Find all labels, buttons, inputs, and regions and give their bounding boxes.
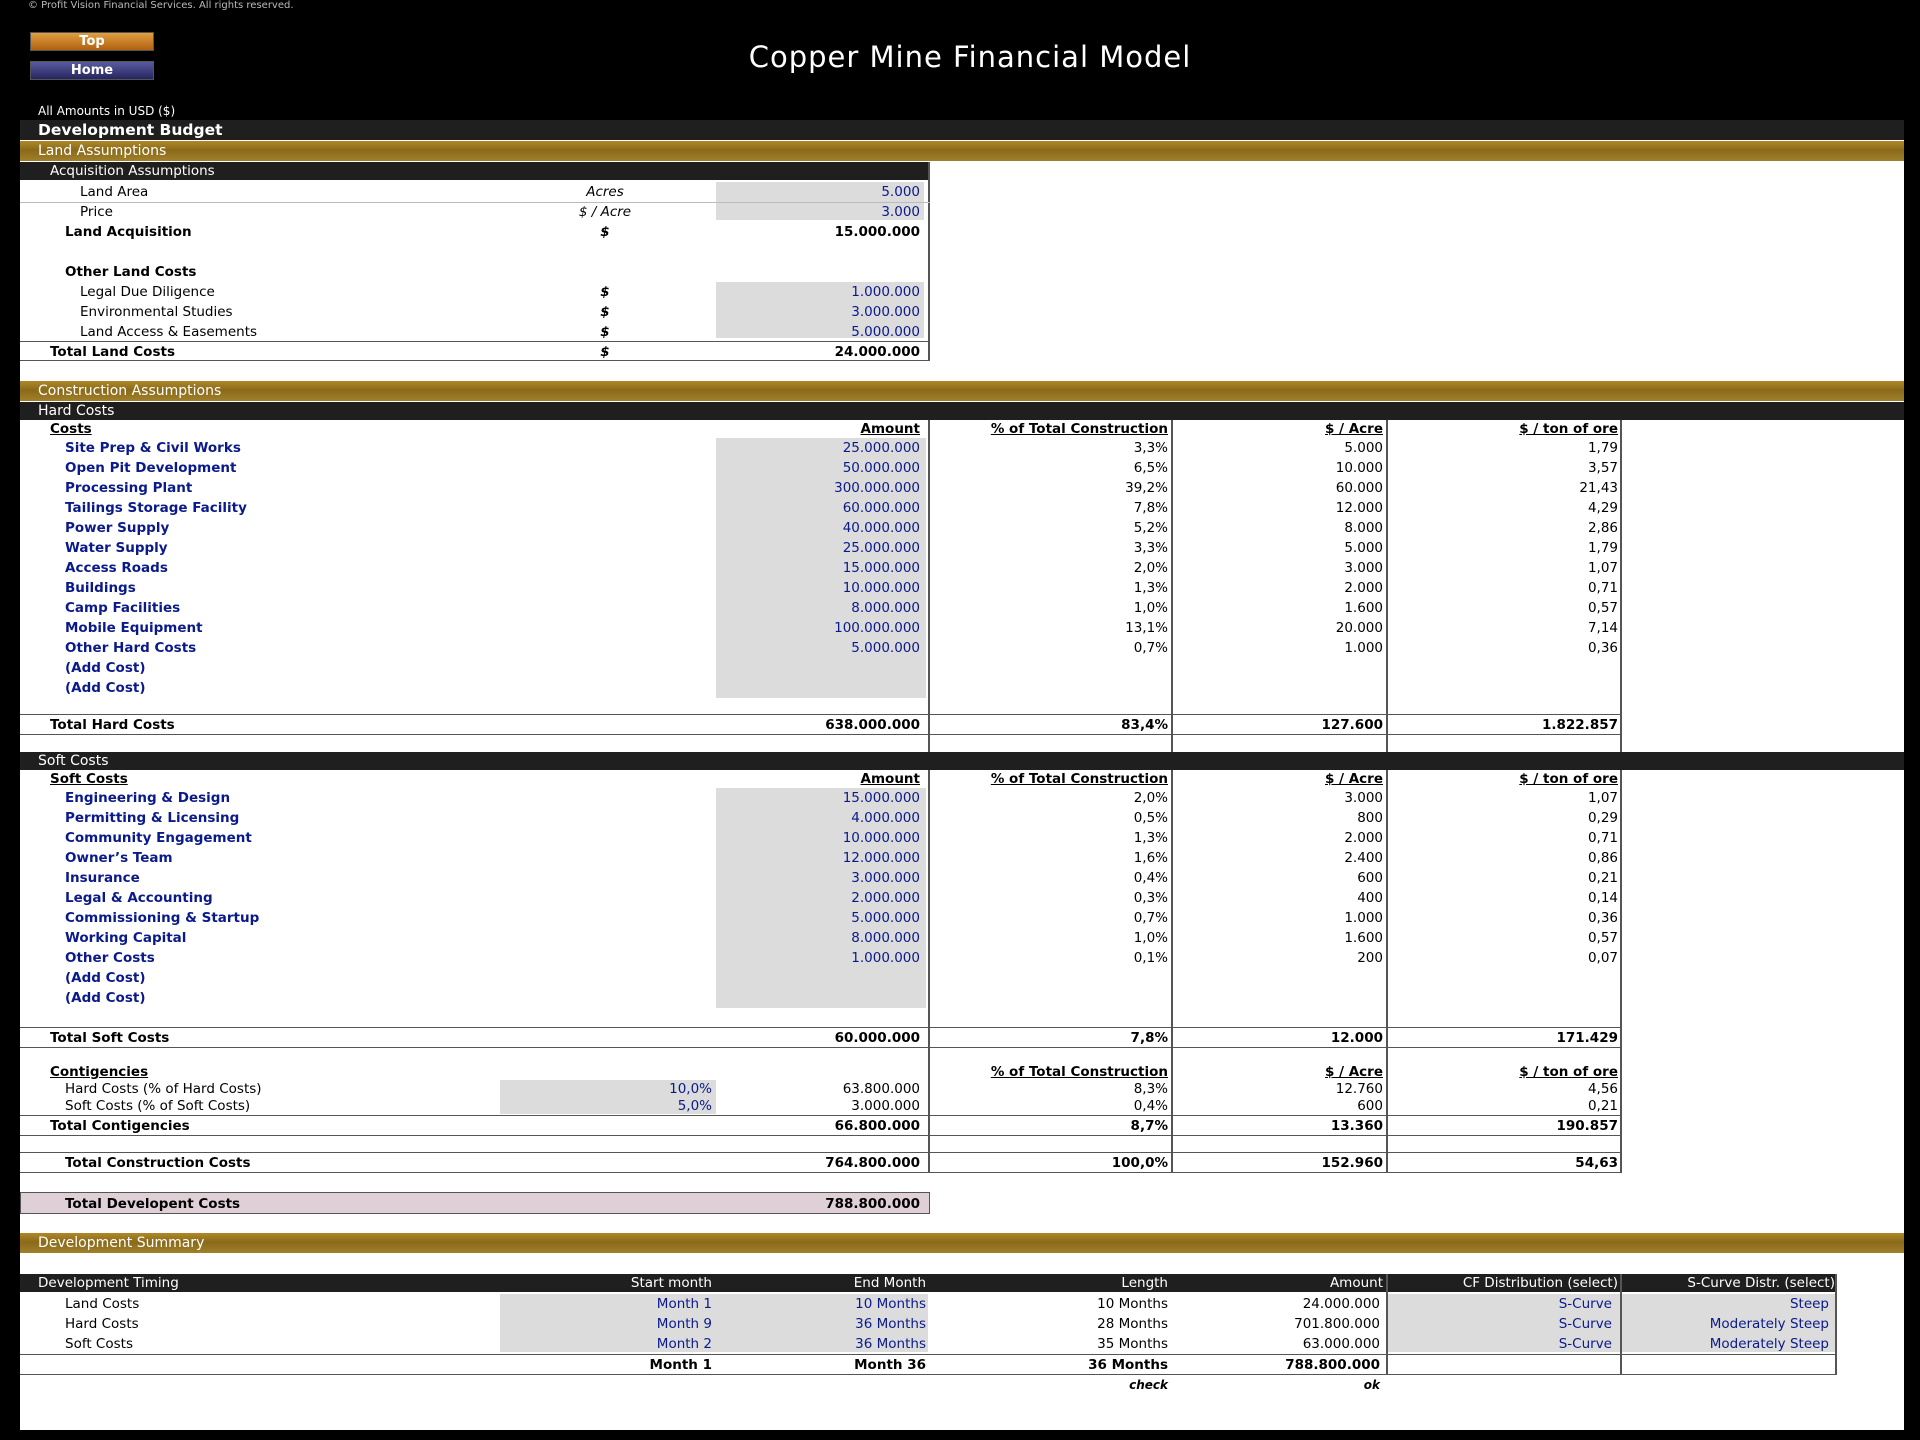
legal-due-diligence-label: Legal Due Diligence	[80, 284, 215, 300]
soft-contingency-rate-input[interactable]: 5,0%	[677, 1098, 712, 1114]
hard-cost-pct: 13,1%	[1125, 620, 1168, 636]
hard-cost-label: Other Hard Costs	[65, 640, 197, 656]
hard-cost-pct: 2,0%	[1133, 560, 1168, 576]
total-hard-costs-amount: 638.000.000	[825, 717, 920, 733]
soft-per-ton-column-header: $ / ton of ore	[1519, 771, 1618, 787]
land-area-unit: Acres	[586, 184, 624, 200]
soft-cost-label: Permitting & Licensing	[65, 810, 240, 826]
soft-cost-per-acre: 600	[1357, 870, 1383, 886]
hard-cost-per-ton: 7,14	[1587, 620, 1618, 636]
total-hard-costs-acre: 127.600	[1321, 717, 1383, 733]
hard-contingency-amount: 63.800.000	[842, 1081, 920, 1097]
s-curve-distribution-select[interactable]: Moderately Steep	[1709, 1316, 1829, 1332]
soft-costs-column-header: Soft Costs	[50, 771, 128, 787]
hard-contingency-pct: 8,3%	[1133, 1081, 1168, 1097]
soft-contingency-label: Soft Costs (% of Soft Costs)	[65, 1098, 251, 1114]
contingencies-header: Contigencies	[50, 1064, 149, 1080]
cf-distribution-select[interactable]: S-Curve	[1558, 1336, 1612, 1352]
hard-cost-pct: 5,2%	[1133, 520, 1168, 536]
amount-column-header: Amount	[860, 421, 920, 437]
soft-cost-amount-input[interactable]: 10.000.000	[842, 830, 920, 846]
total-contingencies-amount: 66.800.000	[834, 1118, 920, 1134]
hard-cost-per-acre: 20.000	[1335, 620, 1383, 636]
land-assumptions-header: Land Assumptions	[20, 141, 1904, 161]
total-construction-costs-acre: 152.960	[1321, 1155, 1383, 1171]
col-divider	[1386, 1274, 1388, 1374]
row-divider	[20, 1354, 1837, 1355]
land-acquisition-label: Land Acquisition	[65, 224, 192, 240]
soft-cost-pct: 0,4%	[1133, 870, 1168, 886]
hard-cost-pct: 0,7%	[1133, 640, 1168, 656]
row-divider	[20, 202, 930, 203]
soft-cost-label: (Add Cost)	[65, 990, 146, 1006]
row-divider	[20, 360, 930, 361]
hard-cost-amount-input[interactable]: 10.000.000	[842, 580, 920, 596]
soft-cost-label: Insurance	[65, 870, 140, 886]
col-divider	[1386, 420, 1388, 1172]
hard-cost-label: Tailings Storage Facility	[65, 500, 247, 516]
environmental-studies-label: Environmental Studies	[80, 304, 233, 320]
soft-cost-per-acre: 2.000	[1344, 830, 1383, 846]
top-button[interactable]: Top	[30, 32, 154, 51]
hard-cost-amount-input[interactable]: 8.000.000	[851, 600, 920, 616]
total-soft-costs-label: Total Soft Costs	[50, 1030, 170, 1046]
total-construction-costs-pct: 100,0%	[1111, 1155, 1168, 1171]
land-access-input[interactable]: 5.000.000	[851, 324, 920, 340]
hard-cost-pct: 1,3%	[1133, 580, 1168, 596]
hard-cost-pct: 39,2%	[1125, 480, 1168, 496]
timing-length: 35 Months	[1097, 1336, 1168, 1352]
soft-pct-column-header: % of Total Construction	[990, 771, 1168, 787]
soft-cost-label: Legal & Accounting	[65, 890, 213, 906]
soft-cost-per-ton: 0,57	[1587, 930, 1618, 946]
total-soft-costs-amount: 60.000.000	[834, 1030, 920, 1046]
hard-cost-per-ton: 21,43	[1579, 480, 1618, 496]
hard-contingency-ton: 4,56	[1587, 1081, 1618, 1097]
soft-cost-pct: 0,1%	[1133, 950, 1168, 966]
total-construction-costs-label: Total Construction Costs	[65, 1155, 251, 1171]
soft-cost-per-acre: 1.600	[1344, 930, 1383, 946]
hard-contingency-rate-input[interactable]: 10,0%	[669, 1081, 712, 1097]
soft-cost-per-ton: 0,86	[1587, 850, 1618, 866]
soft-amount-column-header: Amount	[860, 771, 920, 787]
check-label: check	[1129, 1378, 1168, 1392]
soft-cost-label: (Add Cost)	[65, 970, 146, 986]
total-hard-costs-pct: 83,4%	[1121, 717, 1168, 733]
hard-cost-per-acre: 8.000	[1344, 520, 1383, 536]
hard-cost-per-ton: 1,07	[1587, 560, 1618, 576]
soft-cost-per-acre: 800	[1357, 810, 1383, 826]
soft-contingency-pct: 0,4%	[1133, 1098, 1168, 1114]
price-label: Price	[80, 204, 113, 220]
hard-cost-per-acre: 5.000	[1344, 440, 1383, 456]
row-divider	[20, 1047, 1622, 1048]
total-land-costs-label: Total Land Costs	[50, 344, 175, 360]
page-title: Copper Mine Financial Model	[748, 40, 1192, 74]
hard-cost-pct: 7,8%	[1133, 500, 1168, 516]
hard-cost-amount-input[interactable]: 25.000.000	[842, 440, 920, 456]
hard-cost-amount-input[interactable]: 25.000.000	[842, 540, 920, 556]
hard-cost-pct: 3,3%	[1133, 540, 1168, 556]
land-acquisition-unit: $	[600, 224, 610, 240]
hard-contingency-acre: 12.760	[1335, 1081, 1383, 1097]
timing-end-input[interactable]: 10 Months	[855, 1296, 926, 1312]
acquisition-assumptions-header: Acquisition Assumptions	[20, 162, 930, 180]
costs-column-header: Costs	[50, 421, 92, 437]
timing-row-label: Hard Costs	[65, 1316, 139, 1332]
timing-row-label: Land Costs	[65, 1296, 140, 1312]
timing-end-input[interactable]: 36 Months	[855, 1336, 926, 1352]
total-construction-costs-ton: 54,63	[1575, 1155, 1618, 1171]
total-contingencies-ton: 190.857	[1556, 1118, 1618, 1134]
soft-per-acre-column-header: $ / Acre	[1325, 771, 1383, 787]
length-header: Length	[1121, 1275, 1168, 1291]
timing-start-input[interactable]: Month 9	[656, 1316, 712, 1332]
development-timing-header: Development Timing	[38, 1275, 179, 1291]
soft-cost-pct: 0,5%	[1133, 810, 1168, 826]
timing-total-amount: 788.800.000	[1285, 1357, 1380, 1373]
cf-distribution-select[interactable]: S-Curve	[1558, 1296, 1612, 1312]
land-area-label: Land Area	[80, 184, 149, 200]
row-divider	[20, 1152, 1622, 1153]
timing-total-start: Month 1	[649, 1357, 712, 1373]
soft-cost-amount-input[interactable]: 3.000.000	[851, 870, 920, 886]
timing-row-label: Soft Costs	[65, 1336, 133, 1352]
hard-cost-label: (Add Cost)	[65, 680, 146, 696]
hard-cost-amount-input[interactable]: 5.000.000	[851, 640, 920, 656]
hard-cost-per-acre: 3.000	[1344, 560, 1383, 576]
row-divider	[20, 1374, 1837, 1375]
soft-cost-per-acre: 3.000	[1344, 790, 1383, 806]
contingency-per-ton-column-header: $ / ton of ore	[1519, 1064, 1618, 1080]
land-access-label: Land Access & Easements	[80, 324, 258, 340]
col-divider	[1620, 420, 1622, 1172]
timing-end-input[interactable]: 36 Months	[855, 1316, 926, 1332]
contingency-pct-column-header: % of Total Construction	[990, 1064, 1168, 1080]
hard-cost-amount-input[interactable]: 100.000.000	[834, 620, 920, 636]
hard-cost-per-acre: 5.000	[1344, 540, 1383, 556]
other-land-costs-label: Other Land Costs	[65, 264, 197, 280]
hard-cost-per-acre: 2.000	[1344, 580, 1383, 596]
hard-cost-per-ton: 3,57	[1587, 460, 1618, 476]
hard-cost-per-ton: 4,29	[1587, 500, 1618, 516]
row-divider	[20, 1172, 1622, 1173]
timing-amount: 63.000.000	[1302, 1336, 1380, 1352]
soft-cost-amount-input[interactable]: 1.000.000	[851, 950, 920, 966]
price-input[interactable]: 3.000	[881, 204, 920, 220]
total-soft-costs-pct: 7,8%	[1130, 1030, 1168, 1046]
pct-column-header: % of Total Construction	[990, 421, 1168, 437]
check-value: ok	[1363, 1378, 1380, 1392]
total-construction-costs-amount: 764.800.000	[825, 1155, 920, 1171]
soft-cost-per-ton: 0,07	[1587, 950, 1618, 966]
per-acre-column-header: $ / Acre	[1325, 421, 1383, 437]
soft-cost-per-acre: 1.000	[1344, 910, 1383, 926]
col-divider	[1835, 1274, 1837, 1374]
soft-cost-amount-input[interactable]: 8.000.000	[851, 930, 920, 946]
soft-cost-pct: 1,0%	[1133, 930, 1168, 946]
hard-cost-per-ton: 0,71	[1587, 580, 1618, 596]
soft-cost-per-acre: 2.400	[1344, 850, 1383, 866]
hard-cost-label: Access Roads	[65, 560, 168, 576]
hard-cost-amount-input[interactable]: 40.000.000	[842, 520, 920, 536]
timing-length: 28 Months	[1097, 1316, 1168, 1332]
soft-cost-per-ton: 0,71	[1587, 830, 1618, 846]
currency-note: All Amounts in USD ($)	[38, 104, 176, 118]
hard-cost-pct: 6,5%	[1133, 460, 1168, 476]
home-button[interactable]: Home	[30, 61, 154, 80]
soft-cost-per-ton: 1,07	[1587, 790, 1618, 806]
hard-cost-per-acre: 1.600	[1344, 600, 1383, 616]
hard-cost-per-acre: 10.000	[1335, 460, 1383, 476]
hard-cost-per-ton: 0,57	[1587, 600, 1618, 616]
amount-header: Amount	[1329, 1275, 1383, 1291]
land-access-unit: $	[600, 324, 610, 340]
hard-cost-label: Power Supply	[65, 520, 170, 536]
hard-cost-label: Open Pit Development	[65, 460, 237, 476]
hard-cost-per-ton: 1,79	[1587, 540, 1618, 556]
end-month-header: End Month	[853, 1275, 926, 1291]
start-month-header: Start month	[630, 1275, 712, 1291]
land-border-right	[928, 162, 930, 360]
total-development-costs-label: Total Developent Costs	[65, 1196, 241, 1212]
land-acquisition-value: 15.000.000	[834, 224, 920, 240]
hard-cost-amount-input[interactable]: 60.000.000	[842, 500, 920, 516]
soft-costs-header: Soft Costs	[20, 752, 1904, 770]
s-curve-distribution-header: S-Curve Distr. (select)	[1687, 1275, 1835, 1291]
soft-cost-pct: 1,3%	[1133, 830, 1168, 846]
copyright-text: © Profit Vision Financial Services. All rights reserved.	[28, 0, 294, 11]
hard-cost-amount-input[interactable]: 15.000.000	[842, 560, 920, 576]
total-hard-costs-ton: 1.822.857	[1541, 717, 1618, 733]
soft-cost-amount-input[interactable]: 15.000.000	[842, 790, 920, 806]
total-contingencies-pct: 8,7%	[1130, 1118, 1168, 1134]
soft-cost-label: Owner’s Team	[65, 850, 173, 866]
environmental-studies-unit: $	[600, 304, 610, 320]
hard-cost-per-acre: 12.000	[1335, 500, 1383, 516]
row-divider	[20, 1115, 1622, 1116]
col-divider	[1171, 420, 1173, 1172]
soft-cost-per-ton: 0,29	[1587, 810, 1618, 826]
timing-total-length: 36 Months	[1088, 1357, 1168, 1373]
hard-cost-label: Processing Plant	[65, 480, 193, 496]
soft-cost-pct: 0,7%	[1133, 910, 1168, 926]
soft-contingency-ton: 0,21	[1587, 1098, 1618, 1114]
timing-amount: 701.800.000	[1294, 1316, 1380, 1332]
price-unit: $ / Acre	[578, 204, 632, 220]
soft-cost-per-acre: 200	[1357, 950, 1383, 966]
hard-cost-per-acre: 60.000	[1335, 480, 1383, 496]
timing-start-input[interactable]: Month 2	[656, 1336, 712, 1352]
soft-contingency-amount: 3.000.000	[851, 1098, 920, 1114]
soft-cost-label: Commissioning & Startup	[65, 910, 260, 926]
hard-cost-label: Mobile Equipment	[65, 620, 203, 636]
hard-contingency-label: Hard Costs (% of Hard Costs)	[65, 1081, 262, 1097]
soft-cost-amount-input[interactable]: 5.000.000	[851, 910, 920, 926]
soft-cost-label: Other Costs	[65, 950, 155, 966]
hard-cost-label: Camp Facilities	[65, 600, 181, 616]
total-land-costs-unit: $	[600, 344, 610, 360]
contingency-per-acre-column-header: $ / Acre	[1325, 1064, 1383, 1080]
timing-total-end: Month 36	[854, 1357, 926, 1373]
soft-cost-per-ton: 0,21	[1587, 870, 1618, 886]
cf-distribution-select[interactable]: S-Curve	[1558, 1316, 1612, 1332]
hard-cost-per-ton: 1,79	[1587, 440, 1618, 456]
environmental-studies-input[interactable]: 3.000.000	[851, 304, 920, 320]
total-development-costs-amount: 788.800.000	[825, 1196, 920, 1212]
soft-cost-pct: 2,0%	[1133, 790, 1168, 806]
total-contingencies-acre: 13.360	[1330, 1118, 1383, 1134]
hard-cost-label: Buildings	[65, 580, 136, 596]
total-hard-costs-label: Total Hard Costs	[50, 717, 175, 733]
soft-cost-amount-input[interactable]: 4.000.000	[851, 810, 920, 826]
timing-start-input[interactable]: Month 1	[656, 1296, 712, 1312]
soft-cost-amount-input[interactable]: 12.000.000	[842, 850, 920, 866]
soft-cost-per-ton: 0,36	[1587, 910, 1618, 926]
construction-assumptions-header: Construction Assumptions	[20, 381, 1904, 401]
soft-contingency-acre: 600	[1357, 1098, 1383, 1114]
hard-cost-per-ton: 2,86	[1587, 520, 1618, 536]
soft-cost-per-acre: 400	[1357, 890, 1383, 906]
hard-cost-per-acre: 1.000	[1344, 640, 1383, 656]
timing-amount: 24.000.000	[1302, 1296, 1380, 1312]
soft-cost-label: Community Engagement	[65, 830, 252, 846]
row-divider	[20, 734, 1622, 735]
col-divider	[928, 420, 930, 1172]
total-contingencies-label: Total Contigencies	[50, 1118, 190, 1134]
row-divider	[20, 714, 1622, 715]
hard-costs-header: Hard Costs	[20, 402, 1904, 420]
row-divider	[20, 341, 930, 342]
total-soft-costs-acre: 12.000	[1330, 1030, 1383, 1046]
row-divider	[20, 1027, 1622, 1028]
land-area-input[interactable]: 5.000	[881, 184, 920, 200]
hard-cost-pct: 1,0%	[1133, 600, 1168, 616]
soft-cost-amount-input[interactable]: 2.000.000	[851, 890, 920, 906]
total-soft-costs-ton: 171.429	[1556, 1030, 1618, 1046]
legal-due-diligence-input[interactable]: 1.000.000	[851, 284, 920, 300]
row-divider	[20, 1135, 1622, 1136]
legal-due-diligence-unit: $	[600, 284, 610, 300]
hard-cost-pct: 3,3%	[1133, 440, 1168, 456]
soft-cost-label: Working Capital	[65, 930, 187, 946]
hard-cost-label: (Add Cost)	[65, 660, 146, 676]
total-land-costs-value: 24.000.000	[834, 344, 920, 360]
per-ton-column-header: $ / ton of ore	[1519, 421, 1618, 437]
s-curve-distribution-select[interactable]: Steep	[1789, 1296, 1829, 1312]
hard-cost-per-ton: 0,36	[1587, 640, 1618, 656]
hard-cost-label: Site Prep & Civil Works	[65, 440, 241, 456]
hard-cost-label: Water Supply	[65, 540, 168, 556]
development-budget-header: Development Budget	[20, 120, 1904, 140]
timing-length: 10 Months	[1097, 1296, 1168, 1312]
cf-distribution-header: CF Distribution (select)	[1462, 1275, 1618, 1291]
soft-cost-pct: 0,3%	[1133, 890, 1168, 906]
hard-cost-amount-input[interactable]: 300.000.000	[834, 480, 920, 496]
col-divider	[1620, 1274, 1622, 1374]
hard-cost-amount-input[interactable]: 50.000.000	[842, 460, 920, 476]
soft-cost-label: Engineering & Design	[65, 790, 231, 806]
development-summary-header: Development Summary	[20, 1233, 1904, 1253]
soft-cost-per-ton: 0,14	[1587, 890, 1618, 906]
soft-cost-pct: 1,6%	[1133, 850, 1168, 866]
s-curve-distribution-select[interactable]: Moderately Steep	[1709, 1336, 1829, 1352]
